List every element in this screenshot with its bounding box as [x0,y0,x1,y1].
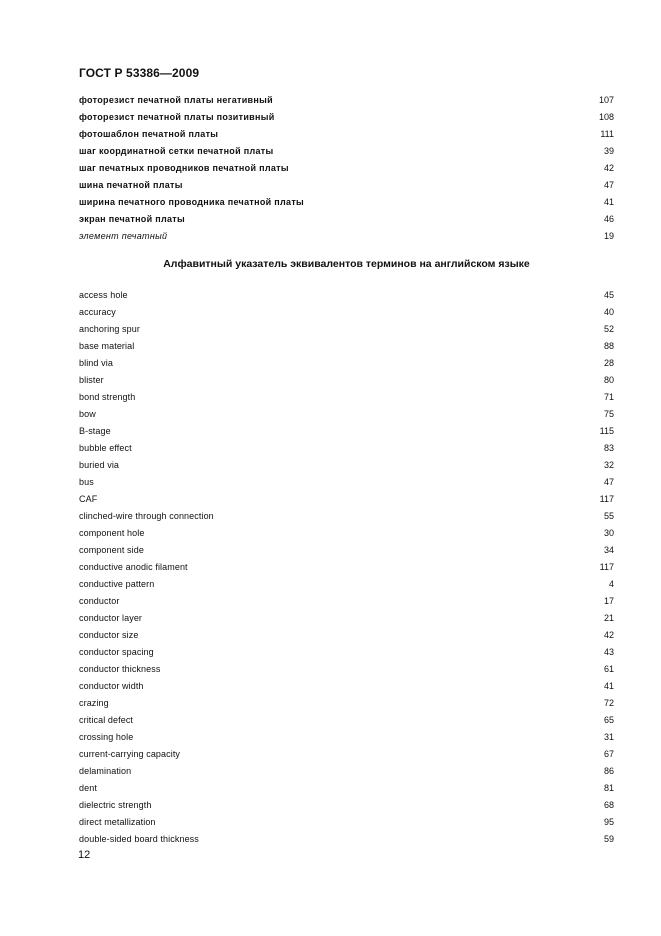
entry-page-number: 52 [603,324,614,334]
entry-page-number: 115 [599,426,614,436]
entry-term: delamination [79,766,132,776]
entry-page-number: 75 [603,409,614,419]
index-entry [79,661,614,677]
index-entry [79,576,614,592]
entry-page-number: 117 [599,562,614,572]
index-entry [79,831,614,847]
entry-page-number: 80 [603,375,614,385]
entry-term: conductive anodic filament [79,562,188,572]
entry-page-number: 42 [603,630,614,640]
entry-page-number: 81 [603,783,614,793]
entry-page-number: 30 [603,528,614,538]
index-entry [79,712,614,728]
entry-term: anchoring spur [79,324,140,334]
entry-term: B-stage [79,426,111,436]
entry-page-number: 88 [603,341,614,351]
entry-page-number: 117 [599,494,614,504]
index-entry [79,797,614,813]
entry-term: bus [79,477,94,487]
entry-term: ширина печатного проводника печатной платы [79,197,305,207]
entry-page-number: 61 [603,664,614,674]
entry-term: conductor spacing [79,647,154,657]
entry-page-number: 72 [603,698,614,708]
index-entry [79,474,614,490]
entry-term: conductive pattern [79,579,155,589]
index-entry [79,143,614,159]
entry-page-number: 43 [603,647,614,657]
page-number: 12 [78,849,91,861]
entry-term: buried via [79,460,120,470]
index-entry [79,194,614,210]
index-entry [79,211,614,227]
index-entry [79,627,614,643]
entry-page-number: 67 [603,749,614,759]
index-entry [79,321,614,337]
index-entry [79,440,614,456]
entry-term: crossing hole [79,732,134,742]
entry-term: accuracy [79,307,116,317]
index-entry [79,355,614,371]
index-entry [79,126,614,142]
entry-term: clinched-wire through connection [79,511,214,521]
index-entry [79,678,614,694]
index-entry [79,109,614,125]
index-entry [79,457,614,473]
index-entry [79,389,614,405]
entry-page-number: 34 [603,545,614,555]
entry-page-number: 21 [603,613,614,623]
entry-page-number: 95 [603,817,614,827]
entry-term: conductor size [79,630,139,640]
index-entry [79,228,614,244]
section-title: Алфавитный указатель эквивалентов терминов на английском языке [163,258,530,270]
entry-page-number: 47 [603,477,614,487]
index-entry [79,287,614,303]
entry-term: conductor layer [79,613,143,623]
entry-term: base material [79,341,135,351]
entry-term: экран печатной платы [79,214,185,224]
entry-term: bow [79,409,96,419]
entry-page-number: 17 [603,596,614,606]
entry-page-number: 65 [603,715,614,725]
entry-page-number: 68 [603,800,614,810]
index-entry [79,177,614,193]
entry-term: conductor [79,596,120,606]
index-entry [79,508,614,524]
entry-term: шаг координатной сетки печатной платы [79,146,274,156]
entry-page-number: 86 [603,766,614,776]
entry-term: direct metallization [79,817,156,827]
entry-page-number: 42 [603,163,614,173]
entry-term: blister [79,375,104,385]
index-entry [79,644,614,660]
index-entry [79,92,614,108]
entry-page-number: 31 [603,732,614,742]
entry-page-number: 59 [603,834,614,844]
entry-term: component side [79,545,144,555]
entry-term: bond strength [79,392,136,402]
entry-term: conductor thickness [79,664,161,674]
entry-page-number: 55 [603,511,614,521]
entry-term: conductor width [79,681,144,691]
entry-term: current-carrying capacity [79,749,181,759]
index-entry [79,372,614,388]
entry-term: dent [79,783,97,793]
entry-page-number: 4 [608,579,614,589]
entry-term: элемент печатный [79,231,168,241]
entry-term: шаг печатных проводников печатной платы [79,163,289,173]
entry-page-number: 111 [600,129,614,139]
index-entry [79,338,614,354]
entry-term: фоторезист печатной платы негативный [79,95,273,105]
entry-page-number: 46 [603,214,614,224]
entry-term: фотошаблон печатной платы [79,129,219,139]
entry-term: critical defect [79,715,134,725]
index-entry [79,780,614,796]
document-header: ГОСТ Р 53386—2009 [79,66,200,80]
entry-page-number: 32 [603,460,614,470]
entry-page-number: 83 [603,443,614,453]
index-entry [79,491,614,507]
entry-page-number: 41 [603,681,614,691]
index-entry [79,763,614,779]
entry-page-number: 45 [603,290,614,300]
entry-term: crazing [79,698,109,708]
entry-page-number: 39 [603,146,614,156]
entry-term: bubble effect [79,443,132,453]
index-entry [79,814,614,830]
index-entry [79,695,614,711]
index-entry [79,610,614,626]
entry-term: фоторезист печатной платы позитивный [79,112,275,122]
entry-term: CAF [79,494,98,504]
entry-page-number: 41 [603,197,614,207]
index-entry [79,729,614,745]
index-entry [79,406,614,422]
entry-page-number: 107 [598,95,614,105]
index-entry [79,423,614,439]
entry-page-number: 28 [603,358,614,368]
entry-term: шина печатной платы [79,180,183,190]
entry-term: access hole [79,290,128,300]
index-entry [79,542,614,558]
entry-term: double-sided board thickness [79,834,199,844]
index-entry [79,160,614,176]
index-entry [79,304,614,320]
index-entry [79,525,614,541]
entry-term: component hole [79,528,145,538]
index-entry [79,746,614,762]
index-entry [79,559,614,575]
entry-page-number: 108 [598,112,614,122]
entry-term: blind via [79,358,113,368]
entry-page-number: 19 [603,231,614,241]
index-entry [79,593,614,609]
entry-page-number: 47 [603,180,614,190]
entry-page-number: 40 [603,307,614,317]
entry-page-number: 71 [603,392,614,402]
entry-term: dielectric strength [79,800,152,810]
